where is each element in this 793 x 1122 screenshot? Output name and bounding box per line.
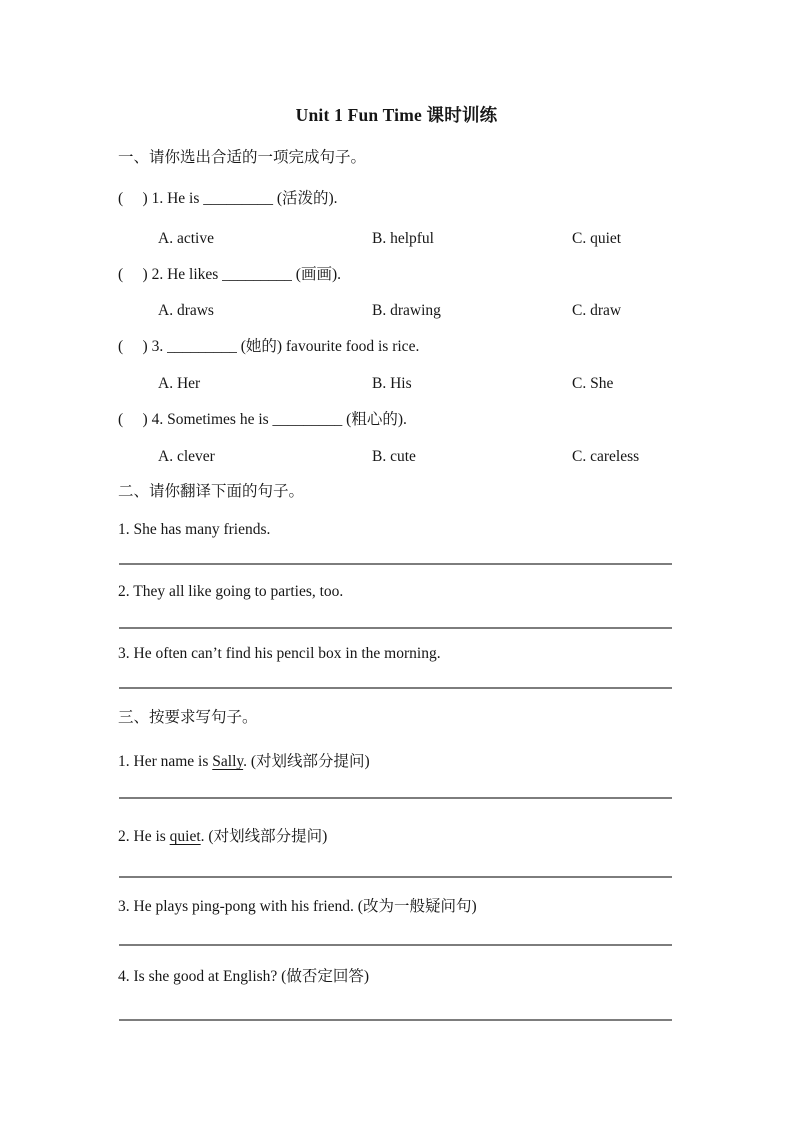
option-a-label: A. Her — [158, 375, 201, 392]
option-a-label: A. clever — [158, 448, 215, 465]
answer-line — [119, 563, 672, 565]
option-c-label: C. draw — [572, 302, 622, 319]
rewrite-item-text: 2. He is — [118, 828, 170, 845]
rewrite-item-3 — [118, 896, 477, 918]
option-a-label: A. draws — [158, 302, 214, 319]
option-b-label: B. drawing — [372, 302, 441, 319]
mc-options-2 — [118, 300, 673, 322]
mc-options-4 — [118, 446, 673, 468]
mc-question-1: ( ) 1. He is _________ (活泼的). — [118, 190, 338, 207]
mc-options-1 — [118, 228, 673, 250]
answer-line — [119, 876, 672, 878]
translate-item-1: 1. She has many friends. — [118, 521, 271, 538]
answer-line — [119, 627, 672, 629]
mc-options-3 — [118, 373, 673, 395]
answer-line — [119, 1019, 672, 1021]
underlined-word: quiet — [169, 828, 201, 845]
section1-heading: 一、请你选出合适的一项完成句子。 — [118, 149, 367, 166]
rewrite-item-text: . (对划线部分提问) — [200, 828, 328, 845]
option-c-label: C. quiet — [572, 230, 622, 247]
rewrite-item-text: 3. He plays ping-pong with his friend. (改为一般疑问句) — [118, 898, 477, 915]
page-content — [118, 0, 673, 1122]
option-c-label: C. careless — [572, 448, 640, 465]
option-a-label: A. active — [158, 230, 214, 247]
rewrite-item-1 — [118, 751, 370, 773]
mc-question-2: ( ) 2. He likes _________ (画画). — [118, 266, 341, 283]
translate-item-2: 2. They all like going to parties, too. — [118, 583, 344, 600]
mc-question-3: ( ) 3. _________ (她的) favourite food is rice. — [118, 338, 420, 355]
option-b-label: B. helpful — [372, 230, 434, 247]
option-b-label: B. cute — [372, 448, 416, 465]
answer-line — [119, 687, 672, 689]
underlined-word: Sally — [212, 753, 244, 770]
section3-heading: 三、按要求写句子。 — [118, 709, 258, 726]
translate-item-3: 3. He often can’t find his pencil box in the morning. — [118, 645, 441, 662]
option-b-label: B. His — [372, 375, 412, 392]
rewrite-item-2 — [118, 826, 327, 848]
rewrite-item-text: 4. Is she good at English? (做否定回答) — [118, 968, 369, 985]
answer-line — [119, 797, 672, 799]
page-title: Unit 1 Fun Time 课时训练 — [295, 105, 498, 125]
mc-question-4: ( ) 4. Sometimes he is _________ (粗心的). — [118, 411, 407, 428]
rewrite-item-4 — [118, 966, 369, 988]
option-c-label: C. She — [572, 375, 614, 392]
rewrite-item-text: . (对划线部分提问) — [243, 753, 370, 770]
answer-line — [119, 944, 672, 946]
rewrite-item-text: 1. Her name is — [118, 753, 213, 770]
section2-heading: 二、请你翻译下面的句子。 — [118, 483, 305, 500]
